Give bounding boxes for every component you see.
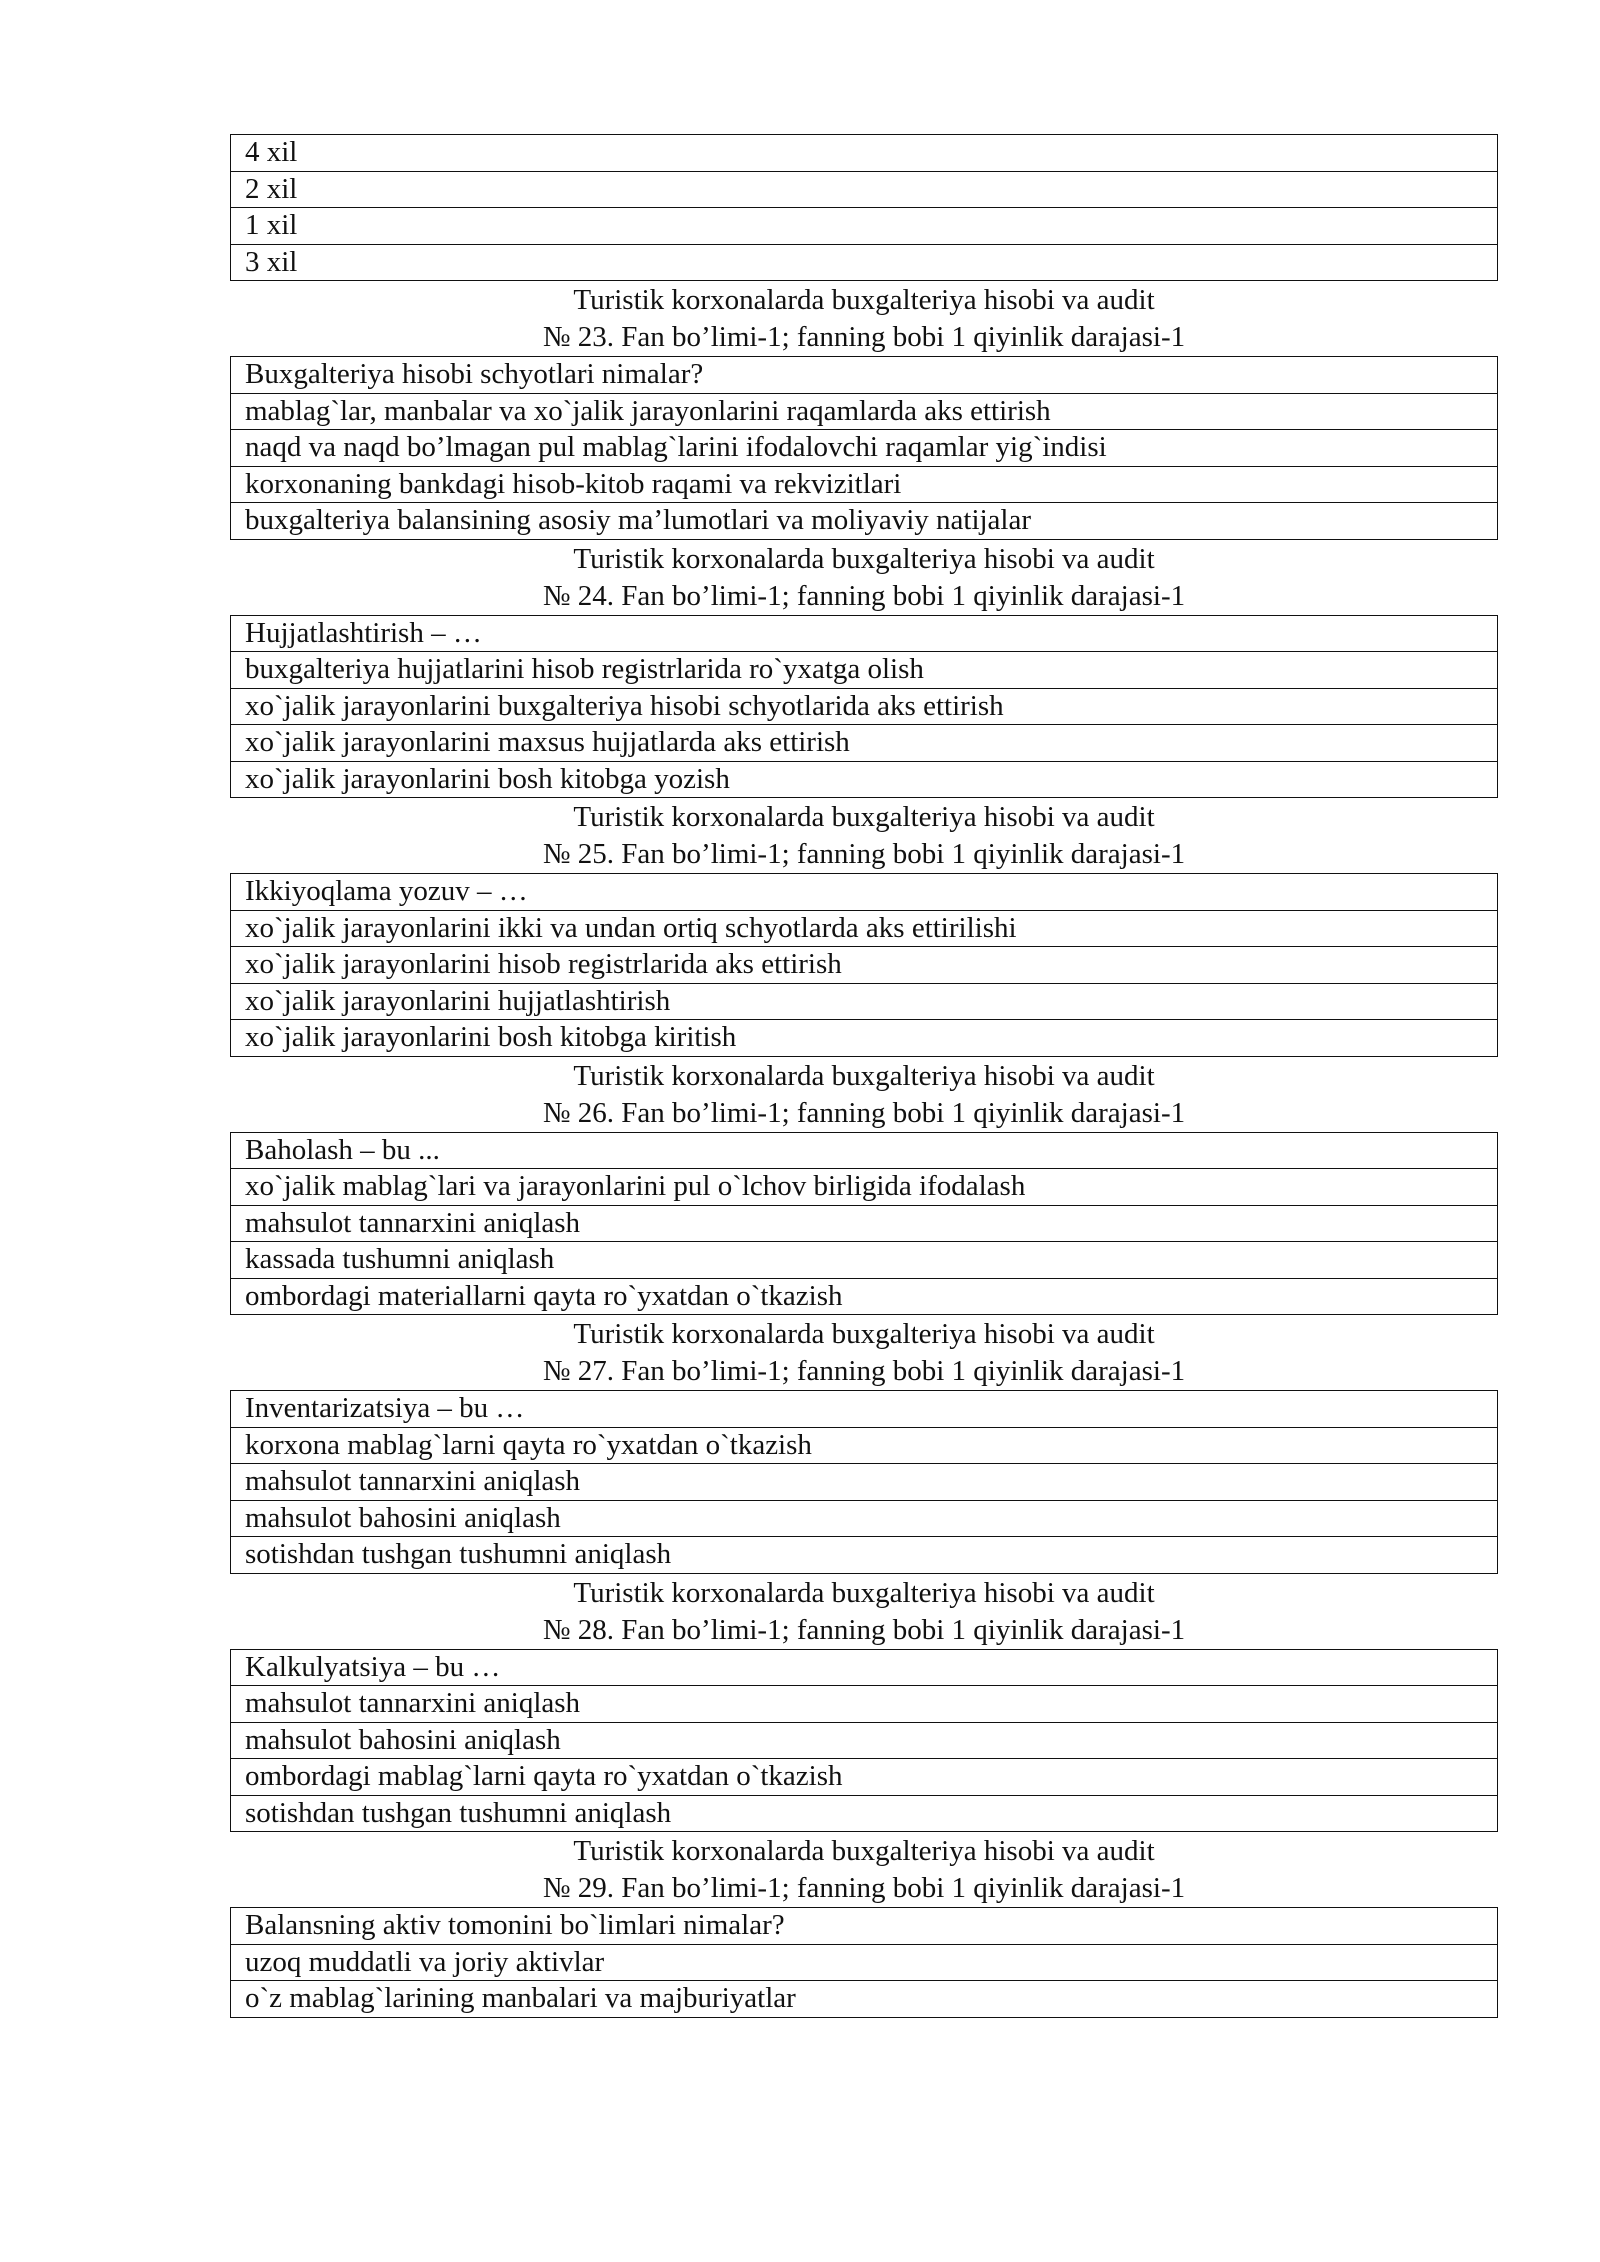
question-text: Balansning aktiv tomonini bo`limlari nimalar?: [231, 1908, 1498, 1945]
subject-heading: Turistik korxonalarda buxgalteriya hisobi va audit: [573, 1059, 1155, 1092]
question-text: Baholash – bu ...: [231, 1132, 1498, 1169]
question-text: Buxgalteriya hisobi schyotlari nimalar?: [231, 357, 1498, 394]
answer-option: kassada tushumni aniqlash: [231, 1242, 1498, 1279]
table-row: [231, 393, 1498, 430]
question-meta: № 29. Fan bo’limi-1; fanning bobi 1 qiyinlik darajasi-1: [542, 1872, 1186, 1904]
table-row: [231, 1795, 1498, 1832]
answer-option: buxgalteriya balansining asosiy ma’lumotlari va moliyaviy natijalar: [231, 503, 1498, 540]
table-row: [231, 171, 1498, 208]
table-row: [231, 503, 1498, 540]
answer-option: naqd va naqd bo’lmagan pul mablag`larini ifodalovchi raqamlar yig`indisi: [231, 430, 1498, 467]
answer-option: xo`jalik jarayonlarini maxsus hujjatlarda aks ettirish: [231, 725, 1498, 762]
question-block: [230, 1057, 1498, 1316]
question-block: [230, 1832, 1498, 2018]
table-row: [231, 1759, 1498, 1796]
question-meta: № 28. Fan bo’limi-1; fanning bobi 1 qiyinlik darajasi-1: [542, 1613, 1186, 1646]
table-row: [231, 1278, 1498, 1315]
table-row: [231, 1464, 1498, 1501]
answer-option: sotishdan tushgan tushumni aniqlash: [231, 1795, 1498, 1832]
question-table: [230, 615, 1498, 799]
question-meta: № 23. Fan bo’limi-1; fanning bobi 1 qiyinlik darajasi-1: [542, 321, 1186, 353]
question-table: [230, 873, 1498, 1057]
subject-heading: Turistik korxonalarda buxgalteriya hisobi va audit: [573, 284, 1155, 316]
table-row: [231, 1908, 1498, 1945]
answer-option: mahsulot tannarxini aniqlash: [231, 1686, 1498, 1723]
table-row: [231, 1242, 1498, 1279]
answer-option: xo`jalik jarayonlarini bosh kitobga yozish: [231, 761, 1498, 798]
answer-option: ombordagi mablag`larni qayta ro`yxatdan o`tkazish: [231, 1759, 1498, 1796]
table-row: [231, 1722, 1498, 1759]
question-block: [230, 798, 1498, 1057]
table-row: [231, 1686, 1498, 1723]
question-text: Hujjatlashtirish – …: [231, 615, 1498, 652]
table-row: [231, 357, 1498, 394]
subject-heading: Turistik korxonalarda buxgalteriya hisobi va audit: [573, 801, 1155, 833]
answer-option: mahsulot bahosini aniqlash: [231, 1500, 1498, 1537]
table-row: [231, 1649, 1498, 1686]
answer-option: 3 xil: [231, 244, 1498, 281]
question-meta: № 25. Fan bo’limi-1; fanning bobi 1 qiyinlik darajasi-1: [542, 838, 1186, 870]
table-row: [231, 1427, 1498, 1464]
table-row: [231, 1205, 1498, 1242]
question-table: [230, 1907, 1498, 2018]
answer-option: xo`jalik jarayonlarini hisob registrlarida aks ettirish: [231, 947, 1498, 984]
answer-option: xo`jalik jarayonlarini ikki va undan ortiq schyotlarda aks ettirilishi: [231, 910, 1498, 947]
answer-option: xo`jalik jarayonlarini buxgalteriya hisobi schyotlarida aks ettirish: [231, 688, 1498, 725]
question-block: [230, 540, 1498, 799]
document-page: [230, 134, 1498, 2018]
table-row: [231, 466, 1498, 503]
table-row: [231, 244, 1498, 281]
question-meta: № 24. Fan bo’limi-1; fanning bobi 1 qiyinlik darajasi-1: [542, 579, 1186, 612]
table-row: [231, 1981, 1498, 2018]
question-table: [230, 356, 1498, 540]
answer-option: mablag`lar, manbalar va xo`jalik jarayonlarini raqamlarda aks ettirish: [231, 393, 1498, 430]
answer-option: o`z mablag`larining manbalari va majburiyatlar: [231, 1981, 1498, 2018]
answer-option: buxgalteriya hujjatlarini hisob registrlarida ro`yxatga olish: [231, 652, 1498, 689]
answer-option: 2 xil: [231, 171, 1498, 208]
answer-option: xo`jalik jarayonlarini hujjatlashtirish: [231, 983, 1498, 1020]
table-row: [231, 1132, 1498, 1169]
table-row: [231, 1537, 1498, 1574]
table-row: [231, 725, 1498, 762]
table-row: [231, 1020, 1498, 1057]
subject-heading: Turistik korxonalarda buxgalteriya hisobi va audit: [573, 542, 1155, 575]
answer-option: ombordagi materiallarni qayta ro`yxatdan o`tkazish: [231, 1278, 1498, 1315]
answer-option: 4 xil: [231, 135, 1498, 172]
table-row: [231, 1391, 1498, 1428]
question-meta: № 26. Fan bo’limi-1; fanning bobi 1 qiyinlik darajasi-1: [542, 1096, 1186, 1129]
table-row: [231, 1500, 1498, 1537]
table-row: [231, 983, 1498, 1020]
answer-table-continued: [230, 134, 1498, 281]
subject-heading: Turistik korxonalarda buxgalteriya hisobi va audit: [573, 1318, 1155, 1350]
table-row: [231, 615, 1498, 652]
subject-heading: Turistik korxonalarda buxgalteriya hisobi va audit: [573, 1835, 1155, 1867]
question-meta: № 27. Fan bo’limi-1; fanning bobi 1 qiyinlik darajasi-1: [542, 1355, 1186, 1387]
answer-option: 1 xil: [231, 208, 1498, 245]
answer-option: mahsulot tannarxini aniqlash: [231, 1464, 1498, 1501]
table-row: [231, 1169, 1498, 1206]
table-row: [231, 652, 1498, 689]
table-row: [231, 874, 1498, 911]
subject-heading: Turistik korxonalarda buxgalteriya hisobi va audit: [573, 1576, 1155, 1609]
answer-option: mahsulot tannarxini aniqlash: [231, 1205, 1498, 1242]
question-text: Kalkulyatsiya – bu …: [231, 1649, 1498, 1686]
answer-option: korxona mablag`larni qayta ro`yxatdan o`tkazish: [231, 1427, 1498, 1464]
answer-option: mahsulot bahosini aniqlash: [231, 1722, 1498, 1759]
table-row: [231, 208, 1498, 245]
question-text: Inventarizatsiya – bu …: [231, 1391, 1498, 1428]
answer-option: xo`jalik jarayonlarini bosh kitobga kiritish: [231, 1020, 1498, 1057]
table-row: [231, 947, 1498, 984]
question-text: Ikkiyoqlama yozuv – …: [231, 874, 1498, 911]
question-table: [230, 1390, 1498, 1574]
table-row: [231, 910, 1498, 947]
question-block: [230, 1315, 1498, 1574]
table-row: [231, 135, 1498, 172]
answer-option: uzoq muddatli va joriy aktivlar: [231, 1944, 1498, 1981]
table-row: [231, 688, 1498, 725]
question-list: [230, 281, 1498, 2018]
question-table: [230, 1132, 1498, 1316]
answer-option: sotishdan tushgan tushumni aniqlash: [231, 1537, 1498, 1574]
table-row: [231, 761, 1498, 798]
answer-option: korxonaning bankdagi hisob-kitob raqami va rekvizitlari: [231, 466, 1498, 503]
question-block: [230, 1574, 1498, 1833]
answer-option: xo`jalik mablag`lari va jarayonlarini pul o`lchov birligida ifodalash: [231, 1169, 1498, 1206]
question-block: [230, 281, 1498, 540]
question-table: [230, 1649, 1498, 1833]
table-row: [231, 430, 1498, 467]
table-row: [231, 1944, 1498, 1981]
